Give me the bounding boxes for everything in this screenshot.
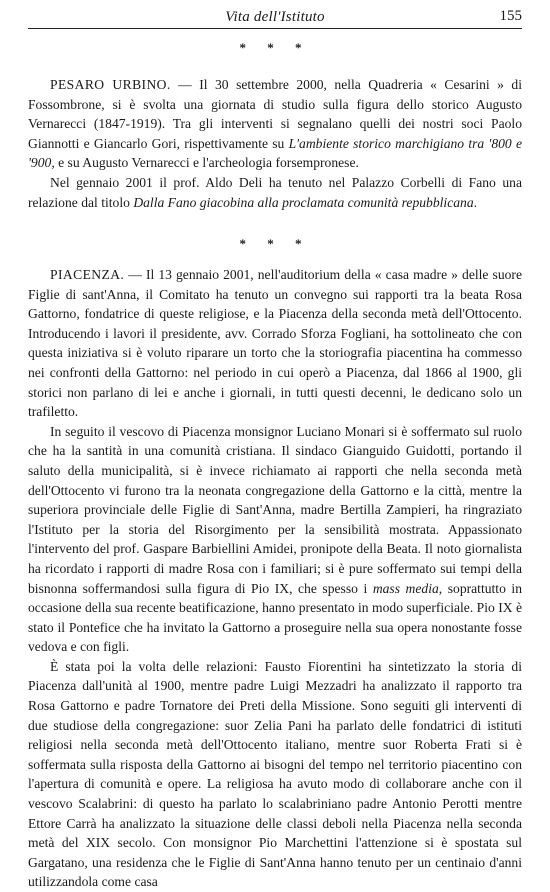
section-heading: PESARO URBINO.: [50, 77, 171, 92]
paragraph: È stata poi la volta delle relazioni: Fausto Fiorentini ha sintetizzato la storia di Piacenza dall'unità al 1900, mentre padre Luigi Mezzadri ha analizzato il rapporto tra Rosa Gattorno e padre Tornatore dei Preti della Missione. Sono seguiti gli interventi di due studiose della congregazione: suor Zelia Pani ha parlato delle fondatrici di istituti religiosi nella seconda metà dell'Ottocento italiano, mentre suor Roberta Frati si è soffermata sulla risposta della Gattorno ai bisogni del tempo nel territorio piacentino con l'apertura di comunità e opere. La religiosa ha avuto modo di collaborare anche con il vescovo Scalabrini: di questo ha parlato lo scalabriniano padre Antonio Perotti mentre Ettore Carrà ha analizzato la situazione delle classi deboli nella Piacenza nella seconda metà del XIX secolo. Con monsignor Pio Marchettini l'attenzione si è spostata sul Gargatano, una residenza che le Figlie di Sant'Anna hanno tenuto per un centinaio d'anni utilizzandola come casa: [28, 658, 522, 890]
section-piacenza: [28, 265, 522, 892]
running-title: Vita dell'Istituto: [225, 9, 325, 25]
section-pesaro-urbino: [28, 75, 522, 212]
section-heading: PIACENZA.: [50, 267, 125, 282]
section-separator-1: * * *: [239, 40, 311, 55]
italic-term: mass media: [372, 580, 439, 596]
paragraph: In seguito il vescovo di Piacenza monsignor Luciano Monari si è soffermato sul ruolo che ha la santità in una comunità cristiana. Il sindaco Gianguido Guidotti, portando il saluto della municipalità, si è invece richiamato ai rapporti che nella seconda metà dell'Ottocento vi furono tra la neonata congregazione della Gattorno e la città, mentre la superiora provinciale delle Figlie di Sant'Anna, madre Bertilla Zampieri, ha ringraziato l'Istituto per la storia del Risorgimento per la sensibilità mostrata. Appassionato l'intervento del prof. Gaspare Barbiellini Amidei, pronipote della Beata. Il noto giornalista ha ricordato i rapporti di madre Rosa con i familiari; si è pure soffermato sui tempi della bisnonna soffermandosi sulla figura di Pio IX, che spesso i mass media, soprattutto in occasione della sua recente beatificazione, hanno presentato in modo superficiale. Pio IX è stato il Pontefice che ha invitato la Gattorno a proseguire nella sua opera nonostante fosse vedova e con figli.: [28, 423, 522, 655]
paragraph: PESARO URBINO. — Il 30 settembre 2000, nella Quadreria « Cesarini » di Fossombrone, si è svolta una giornata di studio sulla figura dello storico Augusto Vernarecci (1847-1919). Tra gli interventi si segnalano quelli dei nostri soci Paolo Giannotti e Giancarlo Gori, rispettivamente su L'ambiente storico marchigiano tra '800 e '900, e su Augusto Vernarecci e l'archeologia forsempronese.: [28, 77, 522, 171]
paragraph: PIACENZA. — Il 13 gennaio 2001, nell'auditorium della « casa madre » delle suore Figlie di sant'Anna, il Comitato ha tenuto un convegno sui rapporti tra la beata Rosa Gattorno, fondatrice di queste religiose, e la Piacenza della seconda metà dell'Ottocento. Introducendo i lavori il presidente, avv. Corrado Sforza Fogliani, ha sottolineato che con questa iniziativa si è voluto riparare un torto che la storiografia piacentina ha commesso nei confronti della Gattorno: nel periodo in cui operò a Piacenza, dal 1866 al 1900, gli storici non parlano di lei e anche i giornali, in tutti questi decenni, le dedicano solo un trafiletto.: [28, 267, 522, 420]
section-separator-2: * * *: [239, 236, 311, 251]
italic-title: Dalla Fano giacobina alla proclamata comunità repubblicana: [133, 194, 474, 210]
running-header: [28, 6, 522, 29]
italic-title: L'ambiente storico marchigiano tra '800 e '900: [28, 135, 522, 171]
paragraph: Nel gennaio 2001 il prof. Aldo Deli ha tenuto nel Palazzo Corbelli di Fano una relazione dal titolo Dalla Fano giacobina alla proclamata comunità repubblicana.: [28, 174, 522, 210]
page-number: 155: [499, 8, 522, 24]
